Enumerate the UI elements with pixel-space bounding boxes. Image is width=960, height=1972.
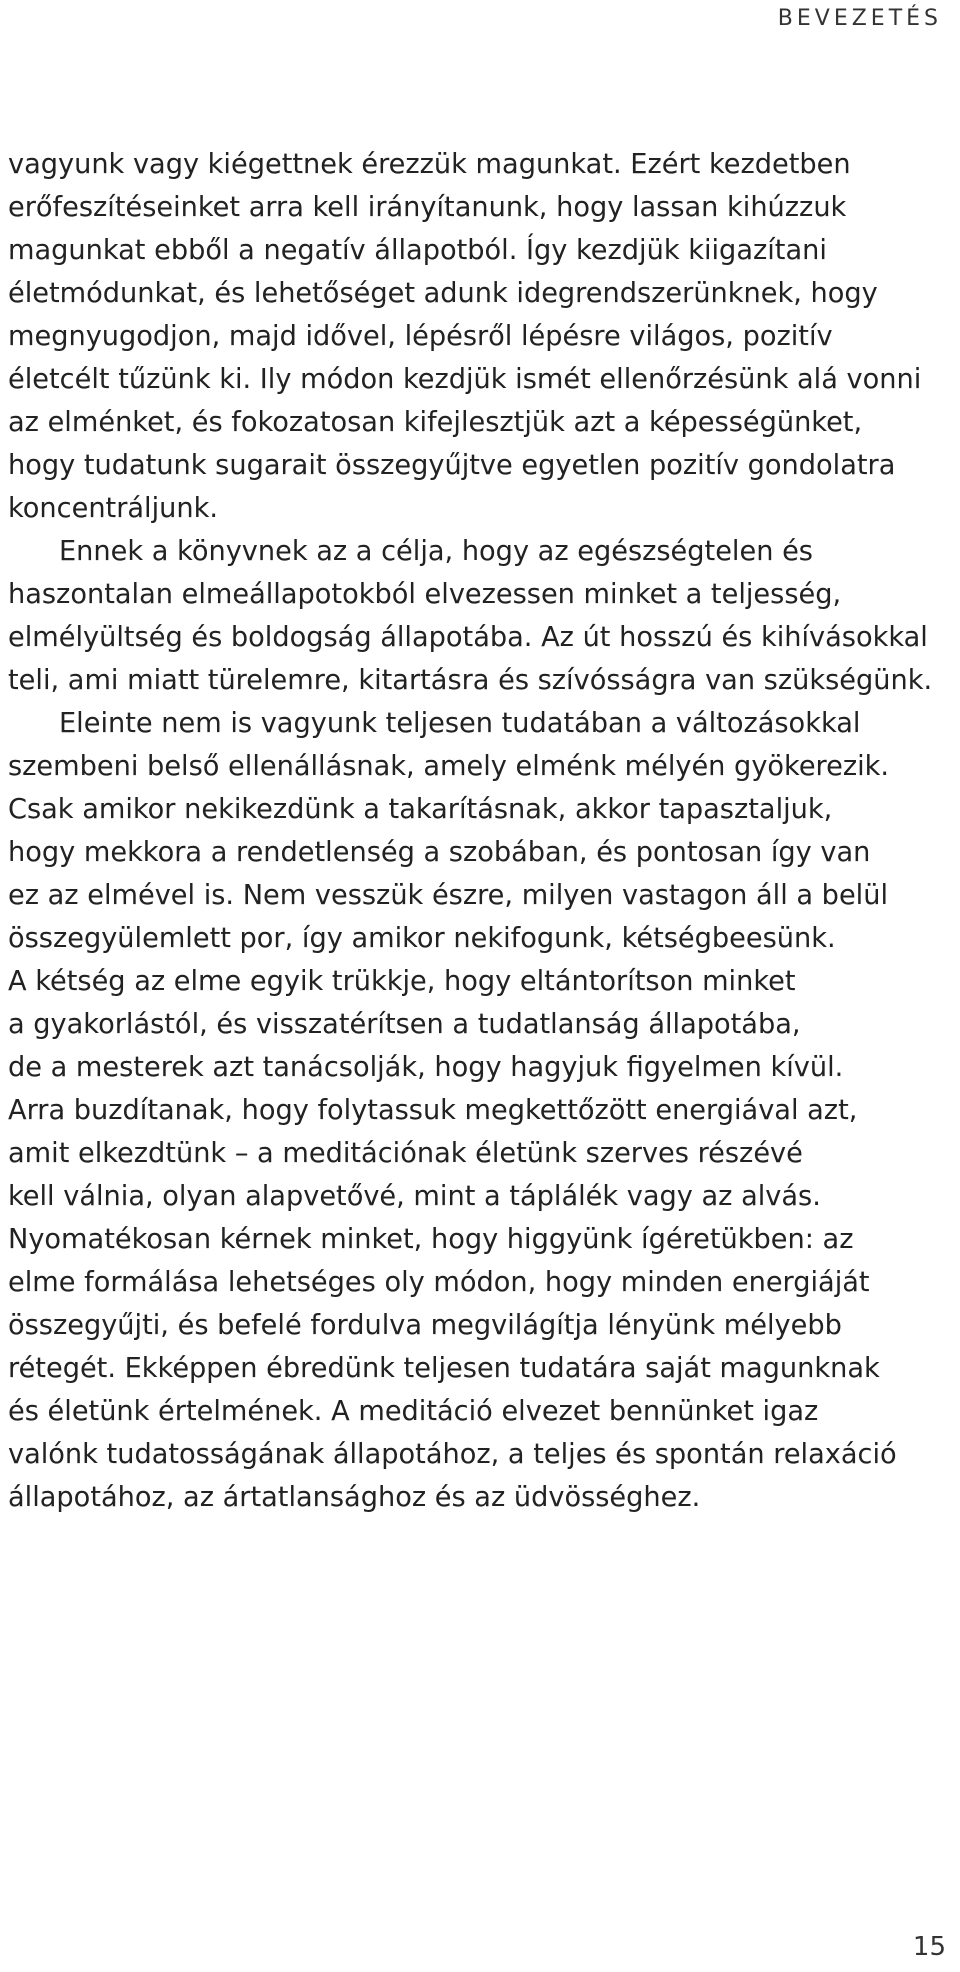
text-line: Arra buzdítanak, hogy folytassuk megkettőzött energiával azt, [8,1095,858,1126]
text-line: rétegét. Ekképpen ébredünk teljesen tudatára saját magunknak [8,1353,880,1384]
text-line: ez az elmével is. Nem vesszük észre, milyen vastagon áll a belül [8,880,889,911]
text-line: életcélt tűzünk ki. Ily módon kezdjük ismét ellenőrzésünk alá vonni [8,364,922,395]
text-line: és életünk értelmének. A meditáció elvezet bennünket igaz [8,1396,819,1427]
text-line: valónk tudatosságának állapotához, a teljes és spontán relaxáció [8,1439,897,1470]
text-line: magunkat ebből a negatív állapotból. Így kezdjük kiigazítani [8,235,827,266]
text-line: Csak amikor nekikezdünk a takarításnak, akkor tapasztaljuk, [8,794,833,825]
text-line: megnyugodjon, majd idővel, lépésről lépésre világos, pozitív [8,321,833,352]
text-line: elmélyültség és boldogság állapotába. Az út hosszú és kihívásokkal [8,622,928,653]
text-line: az elménket, és fokozatosan kifejlesztjük azt a képességünket, [8,407,863,438]
text-line: hogy tudatunk sugarait összegyűjtve egyetlen pozitív gondolatra [8,450,896,481]
page-number: 15 [912,1932,946,1962]
text-line: hogy mekkora a rendetlenség a szobában, és pontosan így van [8,837,871,868]
text-line: összegyülemlett por, így amikor nekifogunk, kétségbeesünk. [8,923,836,954]
text-line: A kétség az elme egyik trükkje, hogy eltántorítson minket [8,966,796,997]
body-text [8,143,958,1519]
text-line: összegyűjti, és befelé fordulva megvilágítja lényünk mélyebb [8,1310,842,1341]
text-line: Nyomatékosan kérnek minket, hogy higgyünk ígéretükben: az [8,1224,854,1255]
running-header: BEVEZETÉS [777,6,942,31]
text-line: szembeni belső ellenállásnak, amely elménk mélyén gyökerezik. [8,751,890,782]
text-line: Ennek a könyvnek az a célja, hogy az egészségtelen és [59,536,813,567]
text-line: koncentráljunk. [8,493,218,524]
text-line: életmódunkat, és lehetőséget adunk idegrendszerünknek, hogy [8,278,878,309]
text-line: teli, ami miatt türelemre, kitartásra és szívósságra van szükségünk. [8,665,933,696]
text-line: kell válnia, olyan alapvetővé, mint a táplálék vagy az alvás. [8,1181,821,1212]
text-line: amit elkezdtünk – a meditációnak életünk szerves részévé [8,1138,803,1169]
text-line: vagyunk vagy kiégettnek érezzük magunkat. Ezért kezdetben [8,149,851,180]
text-line: erőfeszítéseinket arra kell irányítanunk, hogy lassan kihúzzuk [8,192,847,223]
text-line: a gyakorlástól, és visszatérítsen a tudatlanság állapotába, [8,1009,801,1040]
text-line: elme formálása lehetséges oly módon, hogy minden energiáját [8,1267,870,1298]
text-line: haszontalan elmeállapotokból elvezessen minket a teljesség, [8,579,842,610]
text-line: Eleinte nem is vagyunk teljesen tudatában a változásokkal [59,708,861,739]
text-line: állapotához, az ártatlansághoz és az üdvösséghez. [8,1482,701,1513]
text-line: de a mesterek azt tanácsolják, hogy hagyjuk figyelmen kívül. [8,1052,844,1083]
